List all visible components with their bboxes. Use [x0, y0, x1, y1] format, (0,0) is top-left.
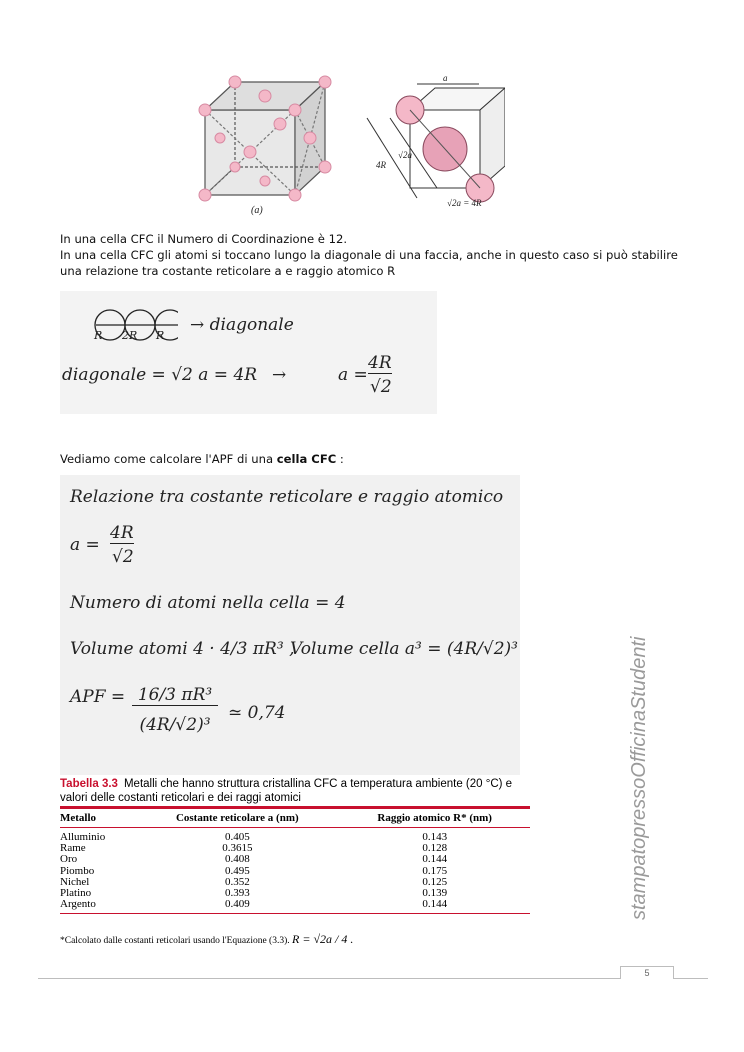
a-fraction-den: √2 — [112, 547, 134, 567]
table-row — [60, 899, 530, 914]
apf-intro — [60, 451, 344, 467]
table-row — [60, 854, 530, 865]
table-row — [60, 828, 530, 844]
cell-metal: Oro — [60, 853, 78, 866]
handwritten-note-diagonal — [60, 291, 437, 414]
a-eq-label: a = — [70, 535, 100, 555]
handwritten-note-apf — [60, 475, 520, 775]
cell-metal: Platino — [60, 887, 92, 900]
fcc-unit-cell-figure — [185, 70, 505, 220]
page-number: 5 — [620, 966, 674, 979]
diagonal-equation: diagonale = √2 a = 4R — [62, 365, 258, 385]
cell-metal: Argento — [60, 899, 135, 914]
footnote-equation: R = √2a / 4 . — [292, 932, 354, 946]
atoms-per-cell: Numero di atomi nella cella = 4 — [70, 593, 346, 613]
label-r-right: R — [156, 329, 165, 342]
note-heading: Relazione tra costante reticolare e raggio atomico — [70, 487, 504, 507]
cell-lattice: 0.3615 — [222, 842, 253, 855]
cell-volume: Volume cella a³ = (4R/√2)³ — [290, 639, 518, 659]
header-lattice-constant: Costante reticolare a (nm) — [135, 808, 339, 828]
table-footnote — [60, 932, 353, 947]
apf-label: APF = — [70, 687, 126, 707]
cell-lattice: 0.408 — [224, 853, 250, 866]
header-atomic-radius: Raggio atomico R* (nm) — [339, 808, 530, 828]
cell-radius: 0.144 — [339, 899, 530, 914]
face-diagonal-drawing — [367, 84, 505, 202]
cell-metal: Nichel — [60, 875, 90, 888]
table-row — [60, 877, 530, 888]
a-equals: a = — [338, 365, 368, 385]
watermark-text: stampatopressoOfficinaStudenti — [628, 636, 650, 920]
cell-metal: Alluminio — [60, 831, 106, 843]
cell-lattice: 0.409 — [135, 899, 339, 914]
paragraph-line-3: una relazione tra costante reticolare a e raggio atomico R — [60, 264, 396, 278]
equation-arrow: → — [272, 365, 287, 385]
paragraph-coordination — [60, 231, 678, 279]
a-fraction-num: 4R — [110, 523, 134, 543]
fraction-denominator: √2 — [370, 377, 392, 397]
footnote-text: *Calcolato dalle costanti reticolari usando l'Equazione (3.3). — [60, 936, 290, 946]
cell-radius: 0.139 — [422, 887, 448, 900]
atom-volume: Volume atomi 4 · 4/3 πR³ , — [70, 639, 295, 659]
table-row — [60, 843, 530, 854]
footer-rule — [38, 978, 708, 979]
cell-lattice: 0.495 — [224, 864, 250, 877]
figure-label-edge: a — [443, 73, 448, 83]
table-header-row — [60, 808, 530, 828]
fcc-metals-table — [60, 806, 530, 914]
figure-label-4R: 4R — [376, 160, 386, 170]
cell-radius: 0.143 — [422, 831, 448, 843]
apf-intro-text: Vediamo come calcolare l'APF di una — [60, 452, 277, 466]
label-2r: 2R — [122, 329, 138, 342]
apf-intro-colon: : — [336, 452, 344, 466]
figure-label-relation: √2a = 4R — [447, 198, 482, 208]
cell-lattice: 0.352 — [224, 875, 250, 888]
apf-value: ≃ 0,74 — [228, 703, 286, 723]
table-caption-label: Tabella 3.3 — [60, 778, 118, 790]
table-caption — [60, 777, 530, 805]
table-caption-text: Metalli che hanno struttura cristallina CFC a temperatura ambiente (20 °C) e valori delle costanti reticolari e dei raggi atomici — [60, 778, 513, 804]
cell-lattice: 0.393 — [224, 887, 250, 900]
label-r-left: R — [94, 329, 103, 342]
apf-numerator: 16/3 πR³ — [132, 685, 218, 706]
cell-metal: Piombo — [60, 864, 95, 877]
diagonal-arrow-label: → diagonale — [190, 315, 294, 335]
paragraph-line-1: In una cella CFC il Numero di Coordinazione è 12. — [60, 232, 348, 246]
cell-radius: 0.128 — [422, 842, 448, 855]
figure-label-sqrt2a: √2a — [398, 150, 412, 160]
cell-radius: 0.175 — [422, 864, 448, 877]
header-metal: Metallo — [60, 808, 135, 828]
table-row — [60, 866, 530, 877]
fraction-numerator: 4R — [368, 353, 392, 373]
cell-lattice: 0.405 — [224, 831, 250, 843]
paragraph-line-2: In una cella CFC gli atomi si toccano lungo la diagonale di una faccia, anche in questo caso si può stabilire — [60, 248, 678, 262]
figure-label-a: (a) — [251, 205, 263, 216]
watermark — [628, 540, 668, 920]
cell-radius: 0.144 — [422, 853, 448, 866]
apf-intro-bold: cella CFC — [276, 452, 337, 466]
table-row — [60, 888, 530, 899]
cell-radius: 0.125 — [422, 875, 448, 888]
cell-metal: Rame — [60, 842, 86, 855]
apf-denominator: (4R/√2)³ — [139, 715, 211, 735]
